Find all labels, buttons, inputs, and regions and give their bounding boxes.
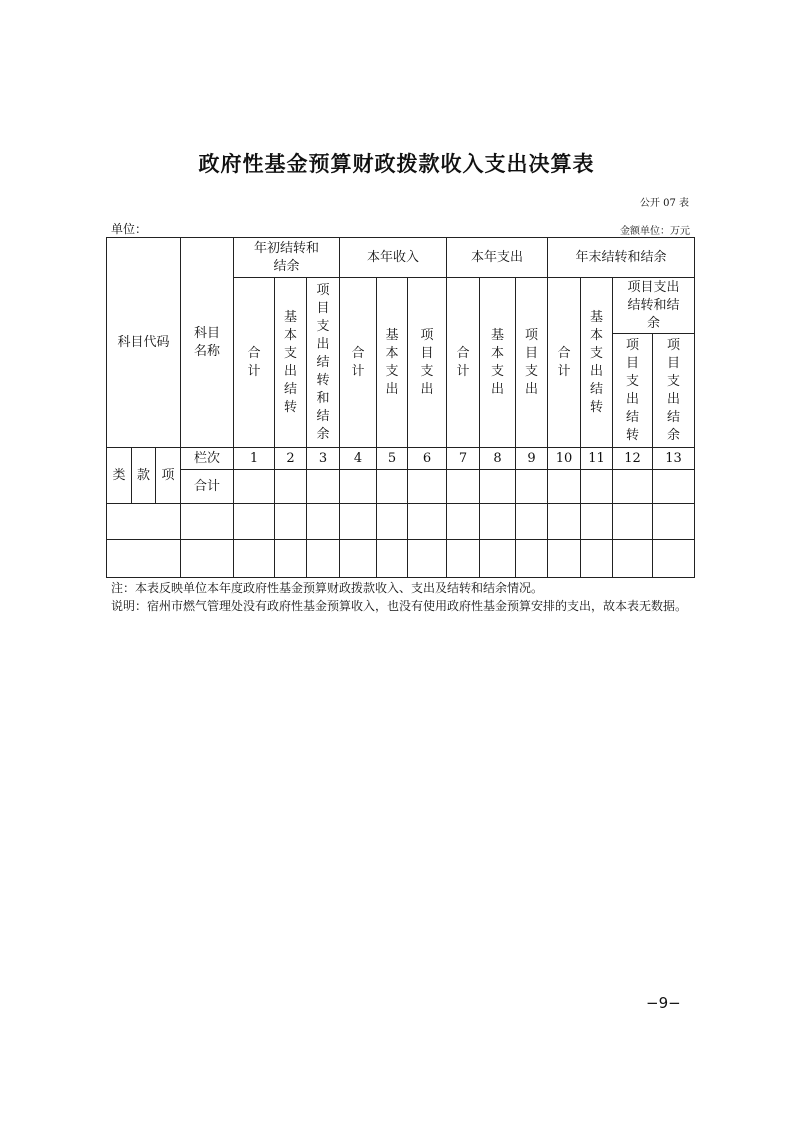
unit-label: 单位： (111, 222, 148, 236)
subject-name-header: 科目 名称 (181, 238, 234, 448)
column-number: 5 (377, 448, 408, 470)
table-cell (653, 470, 695, 504)
column-number: 2 (275, 448, 307, 470)
table-cell (340, 504, 377, 540)
expense-total-header: 合计 (447, 278, 480, 448)
beginning-basic-header: 基本支出结转 (275, 278, 307, 448)
table-cell (377, 504, 408, 540)
table-cell (307, 504, 340, 540)
table-cell (581, 540, 613, 578)
beginning-balance-header: 年初结转和结余 (234, 238, 340, 278)
table-cell (653, 504, 695, 540)
income-total-header: 合计 (340, 278, 377, 448)
amount-unit: 金额单位：万元 (620, 226, 690, 237)
table-cell (234, 540, 275, 578)
table-cell (408, 540, 447, 578)
ending-total-header: 合计 (548, 278, 581, 448)
table-cell (377, 470, 408, 504)
page-number: −9− (646, 994, 681, 1012)
beginning-total-header: 合计 (234, 278, 275, 448)
table-cell (107, 504, 181, 540)
table-cell (613, 504, 653, 540)
ending-project-balance-header: 项目支出结余 (653, 334, 695, 448)
lanci-label: 栏次 (181, 448, 234, 470)
note-text: 注：本表反映单位本年度政府性基金预算财政拨款收入、支出及结转和结余情况。 (111, 581, 544, 595)
table-cell (234, 504, 275, 540)
table-cell (548, 540, 581, 578)
lei-header: 类 (107, 448, 132, 504)
income-header: 本年收入 (340, 238, 447, 278)
table-cell (275, 470, 307, 504)
table-cell (447, 470, 480, 504)
table-row (107, 504, 695, 540)
table-cell (548, 470, 581, 504)
table-cell (516, 470, 548, 504)
income-basic-header: 基本支出 (377, 278, 408, 448)
table-cell (480, 504, 516, 540)
column-number: 6 (408, 448, 447, 470)
explanation-text: 说明：宿州市燃气管理处没有政府性基金预算收入，也没有使用政府性基金预算安排的支出，故本表无数据。 (111, 599, 688, 613)
column-number: 1 (234, 448, 275, 470)
table-cell (275, 504, 307, 540)
table-cell (581, 504, 613, 540)
table-cell (408, 470, 447, 504)
table-cell (516, 540, 548, 578)
table-cell (613, 470, 653, 504)
column-number: 9 (516, 448, 548, 470)
xiang-header: 项 (156, 448, 181, 504)
table-cell (480, 540, 516, 578)
kuan-header: 款 (132, 448, 156, 504)
total-row-label: 合计 (181, 470, 234, 504)
budget-table (106, 237, 695, 578)
table-cell (408, 504, 447, 540)
column-number: 4 (340, 448, 377, 470)
table-cell (107, 540, 181, 578)
income-project-header: 项目支出 (408, 278, 447, 448)
table-cell (653, 540, 695, 578)
beginning-project-header: 项目支出结转和结余 (307, 278, 340, 448)
table-cell (447, 540, 480, 578)
table-cell (548, 504, 581, 540)
table-cell (307, 470, 340, 504)
ending-basic-header: 基本支出结转 (581, 278, 613, 448)
expense-header: 本年支出 (447, 238, 548, 278)
table-cell (377, 540, 408, 578)
table-cell (234, 470, 275, 504)
column-number: 11 (581, 448, 613, 470)
column-number: 13 (653, 448, 695, 470)
table-cell (340, 470, 377, 504)
table-cell (307, 540, 340, 578)
table-row (107, 540, 695, 578)
column-number: 12 (613, 448, 653, 470)
expense-project-header: 项目支出 (516, 278, 548, 448)
table-cell (181, 504, 234, 540)
table-cell (275, 540, 307, 578)
ending-balance-header: 年末结转和结余 (548, 238, 695, 278)
subject-code-header: 科目代码 (107, 238, 181, 448)
table-cell (181, 540, 234, 578)
column-number: 8 (480, 448, 516, 470)
table-cell (516, 504, 548, 540)
column-number: 10 (548, 448, 581, 470)
column-number: 7 (447, 448, 480, 470)
notes (111, 579, 701, 615)
expense-basic-header: 基本支出 (480, 278, 516, 448)
table-cell (447, 504, 480, 540)
column-number: 3 (307, 448, 340, 470)
ending-project-transfer-header: 项目支出结转 (613, 334, 653, 448)
table-cell (480, 470, 516, 504)
table-cell (613, 540, 653, 578)
table-cell (340, 540, 377, 578)
table-cell (581, 470, 613, 504)
form-number: 公开 07 表 (639, 198, 689, 209)
page-title: 政府性基金预算财政拨款收入支出决算表 (198, 152, 595, 176)
ending-project-header: 项目支出结转和结余 (613, 278, 695, 334)
